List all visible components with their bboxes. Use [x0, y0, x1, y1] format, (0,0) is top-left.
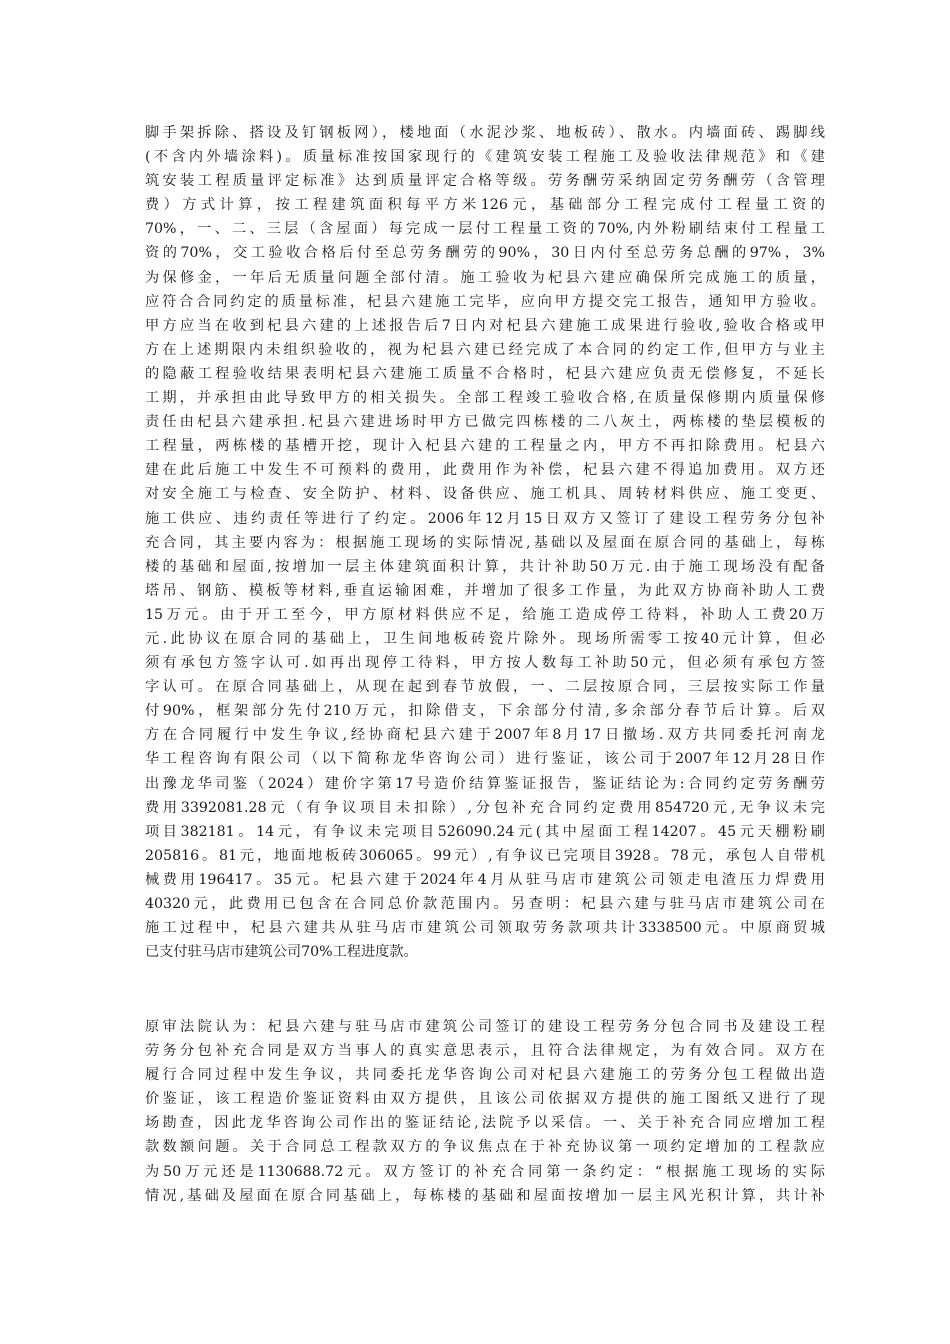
text-line: 方在上述期限内未组织验收的，视为杞县六建已经完成了本合同的约定工作,但甲方与业主 [145, 341, 825, 358]
text-line: 的隐蔽工程验收结果表明杞县六建施工质量不合格时，杞县六建应负责无偿修复，不延长 [145, 365, 825, 382]
text-line: 70%，一、二、三层（含屋面）每完成一层付工程量工资的70%,内外粉刷结束付工程量工 [145, 221, 825, 238]
text-line: 应符合合同约定的质量标准，杞县六建施工完毕，应向甲方提交完工报告，通知甲方验收。 [145, 293, 825, 310]
text-line: 付90%，框架部分先付210万元，扣除借支，下余部分付清,多余部分春节后计算。后双 [145, 703, 825, 720]
text-line: 已支付驻马店市建筑公司70%工程进度款。 [145, 944, 418, 961]
paragraph-case-facts [145, 121, 825, 964]
text-line: 原审法院认为：杞县六建与驻马店市建筑公司签订的建设工程劳务分包合同书及建设工程 [145, 1019, 825, 1035]
text-line: 充合同，其主要内容为：根据施工现场的实际情况,基础以及屋面在原合同的基础上，每栋 [145, 534, 825, 551]
text-line: 楼的基础和屋面,按增加一层主体建筑面积计算，共计补助50万元.由于施工现场没有配备 [145, 558, 825, 575]
text-line: 方在合同履行中发生争议,经协商杞县六建于2007年8月17日撤场.双方共同委托河南龙 [145, 727, 825, 744]
paragraph-court-opinion [145, 1015, 825, 1208]
text-line: 元.此协议在原合同的基础上，卫生间地板砖瓷片除外。现场所需零工按40元计算，但必 [145, 630, 825, 647]
text-line: 费）方式计算，按工程建筑面积每平方米126元，基础部分工程完成付工程量工资的 [145, 197, 825, 214]
text-line: 为保修金，一年后无质量问题全部付清。施工验收为杞县六建应确保所完成施工的质量， [145, 269, 825, 286]
text-line: 出豫龙华司鉴（2024）建价字第17号造价结算鉴证报告，鉴证结论为:合同约定劳务酬劳 [145, 775, 825, 792]
text-line: 华工程咨询有限公司（以下简称龙华咨询公司）进行鉴证，该公司于2007年12月28日作 [145, 751, 825, 768]
text-line: 工期，并承担由此导致甲方的相关损失。全部工程竣工验收合格,在质量保修期内质量保修 [145, 390, 825, 407]
text-line: 施工供应、违约责任等进行了约定。2006年12月15日双方又签订了建设工程劳务分包补 [145, 510, 825, 527]
text-line: 责任由杞县六建承担.杞县六建进场时甲方已做完四栋楼的二八灰土，两栋楼的垫层模板的 [145, 414, 825, 431]
text-line: 甲方应当在收到杞县六建的上述报告后7日内对杞县六建施工成果进行验收,验收合格或甲 [145, 317, 825, 334]
text-line: (不含内外墙涂料)。质量标准按国家现行的《建筑安装工程施工及验收法律规范》和《建 [145, 149, 825, 166]
text-line: 劳务分包补充合同是双方当事人的真实意思表示，且符合法律规定，为有效合同。双方在 [145, 1043, 825, 1060]
text-line: 字认可。在原合同基础上，从现在起到春节放假，一、二层按原合同，三层按实际工作量 [145, 679, 825, 696]
text-line: 为50万元还是1130688.72元。双方签订的补充合同第一条约定：“根据施工现场的实际 [145, 1163, 825, 1180]
text-line: 15万元。由于开工至今，甲方原材料供应不足，给施工造成停工待料，补助人工费20万 [145, 606, 825, 623]
text-line: 对安全施工与检查、安全防护、材料、设备供应、施工机具、周转材料供应、施工变更、 [145, 486, 825, 503]
text-line: 40320元，此费用已包含在合同总价款范围内。另查明：杞县六建与驻马店市建筑公司在 [145, 896, 825, 912]
text-line: 价鉴证，该工程造价鉴证资料由双方提供，且该公司依据双方提供的施工图纸又进行了现 [145, 1091, 825, 1108]
text-line: 械费用196417。35元。杞县六建于2024年4月从驻马店市建筑公司领走电渣压力焊费用 [145, 871, 825, 888]
text-line: 项目382181。14元，有争议未完项目526090.24元(其中屋面工程14207。45元天棚粉刷 [145, 823, 825, 840]
text-line: 费用3392081.28元（有争议项目未扣除）,分包补充合同约定费用854720元,无争议未完 [145, 799, 825, 816]
text-line: 塔吊、钢筋、模板等材料,垂直运输困难，并增加了很多工作量，为此双方协商补助人工费 [145, 582, 825, 599]
text-line: 须有承包方签字认可.如再出现停工待料，甲方按人数每工补助50元，但必须有承包方签 [145, 655, 825, 672]
text-line: 施工过程中，杞县六建共从驻马店市建筑公司领取劳务款项共计3338500元。中原商贸城 [145, 920, 825, 937]
text-line: 款数额问题。关于合同总工程款双方的争议焦点在于补充协议第一项约定增加的工程款应 [145, 1139, 825, 1156]
text-line: 资的70%，交工验收合格后付至总劳务酬劳的90%，30日内付至总劳务总酬的97%，3% [145, 245, 825, 262]
text-line: 场勘查，因此龙华咨询公司作出的鉴证结论,法院予以采信。一、关于补充合同应增加工程 [145, 1115, 825, 1132]
text-line: 脚手架拆除、搭设及钉钢板网），楼地面（水泥沙浆、地板砖）、散水。内墙面砖、踢脚线 [145, 125, 825, 141]
text-line: 205816。81元，地面地板砖306065。99元）,有争议已完项目3928。78元，承包人自带机 [145, 847, 825, 864]
text-line: 工程量，两栋楼的基槽开挖，现计入杞县六建的工程量之内，甲方不再扣除费用。杞县六 [145, 438, 825, 455]
text-line: 情况,基础及屋面在原合同基础上，每栋楼的基础和屋面按增加一层主风光积计算，共计补 [145, 1187, 825, 1204]
text-line: 建在此后施工中发生不可预料的费用，此费用作为补偿，杞县六建不得追加费用。双方还 [145, 462, 825, 479]
text-line: 履行合同过程中发生争议，共同委托龙华咨询公司对杞县六建施工的劳务分包工程做出造 [145, 1067, 825, 1084]
text-line: 筑安装工程质量评定标准》达到质量评定合格等级。劳务酬劳采纳固定劳务酬劳（含管理 [145, 173, 825, 190]
